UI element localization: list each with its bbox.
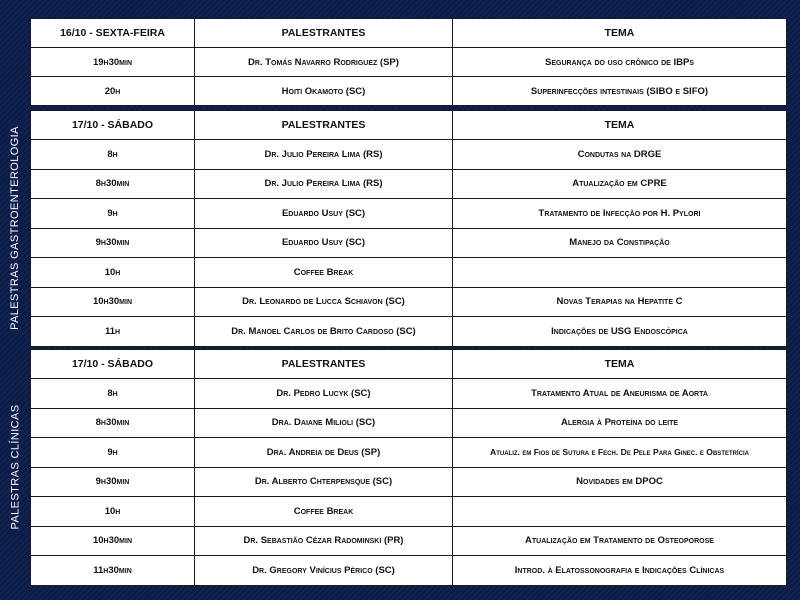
topic-cell [453, 258, 787, 288]
time-cell: 10h [31, 497, 195, 527]
speaker-cell: Dr. Gregory Vinícius Périco (SC) [195, 556, 453, 586]
time-cell: 9h30min [31, 228, 195, 258]
topic-cell: Condutas na DRGE [453, 140, 787, 170]
speaker-cell: Dr. Pedro Lucyk (SC) [195, 379, 453, 409]
time-cell: 8h [31, 379, 195, 409]
speakers-header: PALESTRANTES [195, 19, 453, 48]
topic-cell: Atualização em CPRE [453, 169, 787, 199]
time-cell: 10h30min [31, 287, 195, 317]
time-cell: 8h [31, 140, 195, 170]
table-row [31, 379, 787, 409]
speaker-cell: Dr. Julio Pereira Lima (RS) [195, 140, 453, 170]
topic-cell [453, 497, 787, 527]
schedule-table-clinicas [30, 349, 787, 586]
table-row [31, 48, 787, 77]
date-header: 17/10 - SÁBADO [31, 111, 195, 140]
topic-cell: Novas Terapias na Hepatite C [453, 287, 787, 317]
side-label-gastroenterologia [0, 110, 30, 346]
time-cell: 8h30min [31, 408, 195, 438]
date-header: 17/10 - SÁBADO [31, 350, 195, 379]
time-cell: 19h30min [31, 48, 195, 77]
speaker-cell: Hoiti Okamoto (SC) [195, 77, 453, 106]
table-header-row [31, 19, 787, 48]
schedule-table-gastroenterologia [30, 110, 787, 347]
side-label-text: PALESTRAS GASTROENTEROLOGIA [9, 126, 22, 330]
table-row [31, 467, 787, 497]
speaker-cell: Dr. Sebastião Cézar Radominski (PR) [195, 526, 453, 556]
speaker-cell: Dr. Leonardo de Lucca Schiavon (SC) [195, 287, 453, 317]
table-row [31, 228, 787, 258]
table-row [31, 140, 787, 170]
time-cell: 9h [31, 438, 195, 468]
speaker-cell: Dr. Alberto Chterpensque (SC) [195, 467, 453, 497]
speaker-cell: Dr. Julio Pereira Lima (RS) [195, 169, 453, 199]
table-row [31, 497, 787, 527]
side-label-text: PALESTRAS CLÍNICAS [9, 404, 22, 530]
topic-cell: Alergia à Proteína do leite [453, 408, 787, 438]
schedule-table-friday [30, 18, 787, 106]
table-row [31, 526, 787, 556]
time-cell: 10h30min [31, 526, 195, 556]
speakers-header: PALESTRANTES [195, 111, 453, 140]
time-cell: 11h30min [31, 556, 195, 586]
table-row [31, 556, 787, 586]
table-row [31, 287, 787, 317]
speaker-cell: Eduardo Usuy (SC) [195, 199, 453, 229]
time-cell: 10h [31, 258, 195, 288]
time-cell: 9h [31, 199, 195, 229]
topic-cell: Atualização em Tratamento de Osteoporose [453, 526, 787, 556]
table-row [31, 258, 787, 288]
topic-cell: Novidades em DPOC [453, 467, 787, 497]
speaker-cell: Dra. Daiane Milioli (SC) [195, 408, 453, 438]
table-row [31, 408, 787, 438]
topic-cell: Superinfecções intestinais (SIBO e SIFO) [453, 77, 787, 106]
speaker-cell: Coffee Break [195, 497, 453, 527]
table-header-row [31, 111, 787, 140]
speaker-cell: Dr. Tomás Navarro Rodriguez (SP) [195, 48, 453, 77]
table-row [31, 317, 787, 347]
topic-cell: Atualiz. em Fios de Sutura e Fech. De Pele Para Ginec. e Obstetrícia [453, 438, 787, 468]
topic-cell: Manejo da Constipação [453, 228, 787, 258]
topic-header: TEMA [453, 19, 787, 48]
topic-cell: Tratamento de Infecção por H. Pylori [453, 199, 787, 229]
topic-header: TEMA [453, 111, 787, 140]
topic-cell: Tratamento Atual de Aneurisma de Aorta [453, 379, 787, 409]
topic-header: TEMA [453, 350, 787, 379]
speaker-cell: Eduardo Usuy (SC) [195, 228, 453, 258]
time-cell: 11h [31, 317, 195, 347]
table-row [31, 438, 787, 468]
table-row [31, 77, 787, 106]
table-row [31, 169, 787, 199]
speaker-cell: Dr. Manoel Carlos de Brito Cardoso (SC) [195, 317, 453, 347]
time-cell: 8h30min [31, 169, 195, 199]
speaker-cell: Dra. Andreia de Deus (SP) [195, 438, 453, 468]
speakers-header: PALESTRANTES [195, 350, 453, 379]
side-label-clinicas [0, 349, 30, 585]
topic-cell: Introd. à Elatossonografia e Indicações Clínicas [453, 556, 787, 586]
topic-cell: Segurança do uso crônico de IBPs [453, 48, 787, 77]
speaker-cell: Coffee Break [195, 258, 453, 288]
table-header-row [31, 350, 787, 379]
topic-cell: Indicações de USG Endoscópica [453, 317, 787, 347]
table-row [31, 199, 787, 229]
time-cell: 9h30min [31, 467, 195, 497]
date-header: 16/10 - SEXTA-FEIRA [31, 19, 195, 48]
time-cell: 20h [31, 77, 195, 106]
